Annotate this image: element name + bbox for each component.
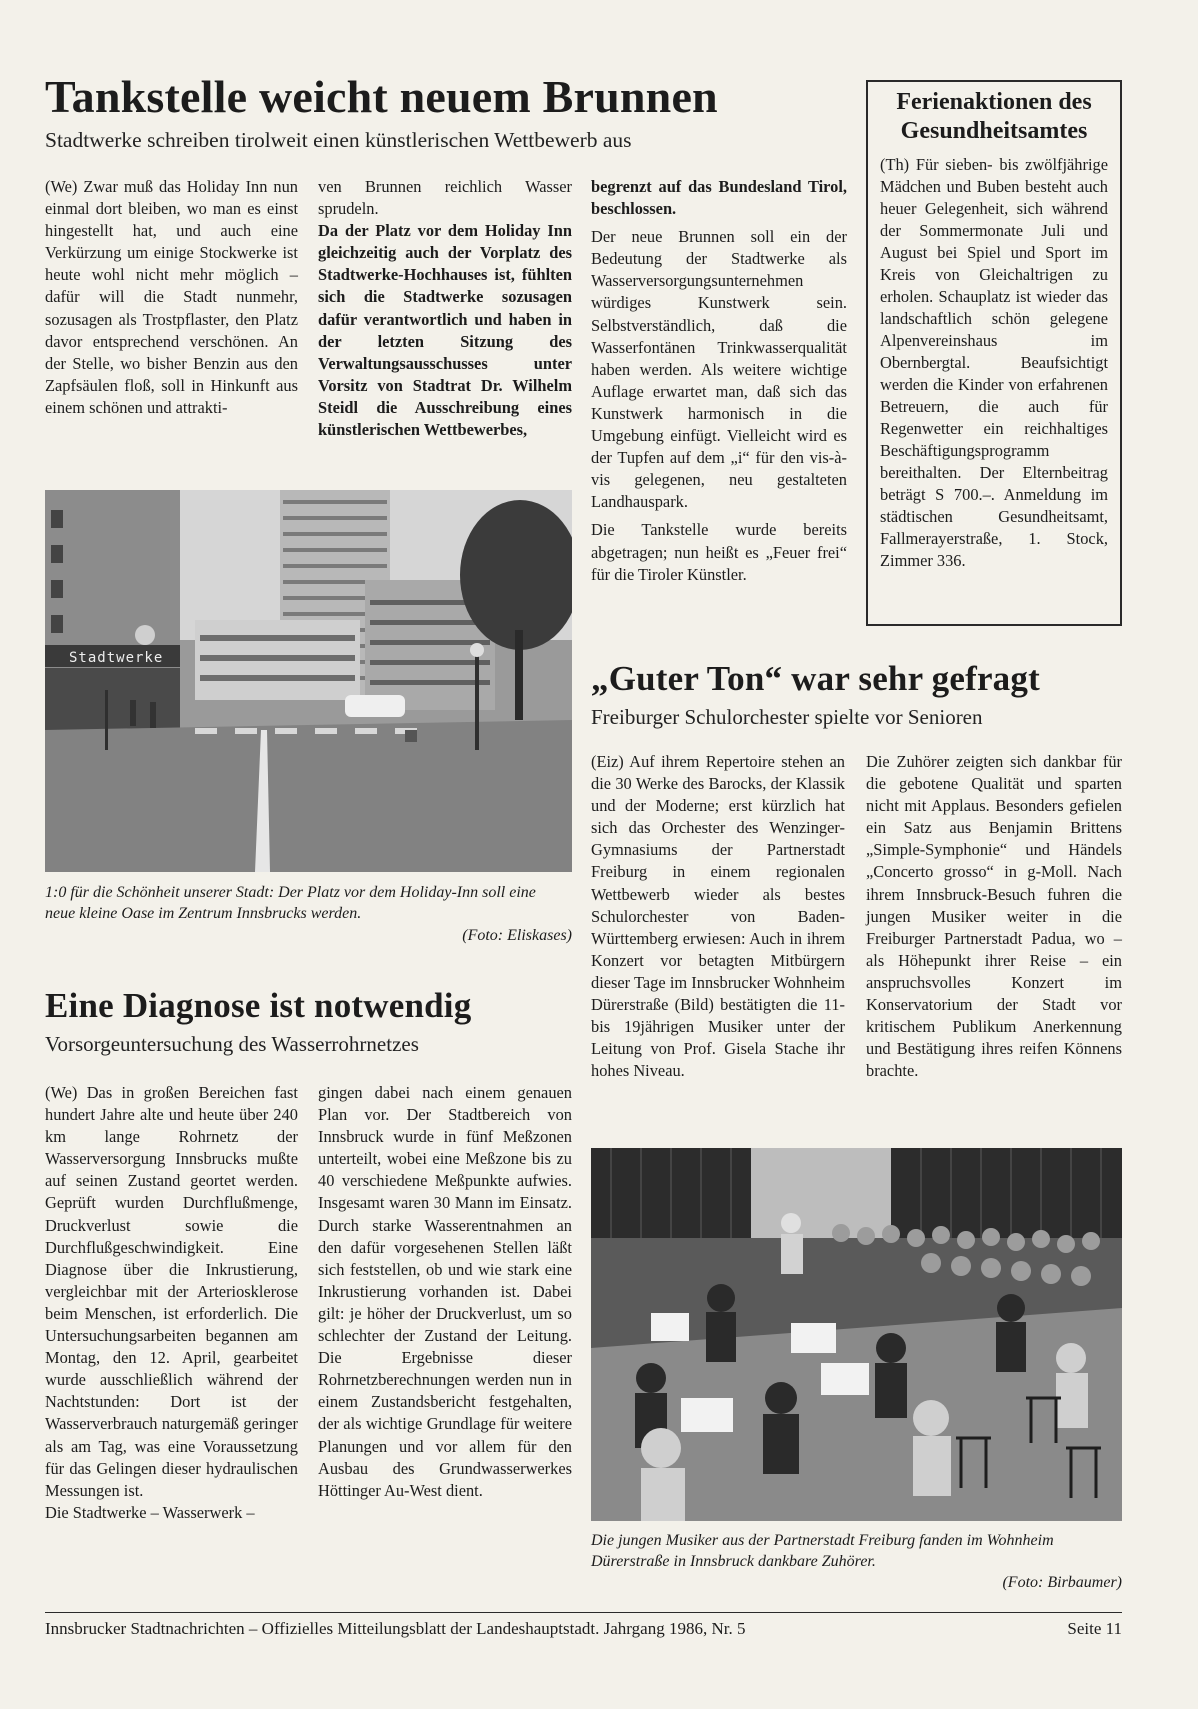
footer-rule	[45, 1612, 1122, 1613]
article1-col3-bold: begrenzt auf das Bundesland Tirol, beschlossen.	[591, 177, 847, 219]
stadtwerke-sign: Stadtwerke	[69, 650, 164, 666]
article3-col2-text: gingen dabei nach einem genauen Plan vor. Der Stadtbereich von Innsbruck wurde in fünf Meßzonen unterteilt, wobei eine Meßzone bis zu 40 verschiedene Meßpunkte aufwies. Insgesamt waren 30 Mann im Einsatz. Durch starke Wasserentnahmen an den dafür vorgesehenen Stellen läßt sich feststellen, ob und wie stark eine Inkrustierung vorhanden ist. Dabei gilt: je höher der Druckverlust, um so schlechter der Zustand der Leitung. Die Ergebnisse dieser Rohrnetzberechnungen werden nun in einem Zustandsbericht festgehalten, der als wichtige Grundlage für weitere Planungen und vor allem für den Ausbau des Grundwasserwerkes Höttinger Au-West dient.	[318, 1083, 572, 1500]
article1-subhead: Stadtwerke schreiben tirolweit einen künstlerischen Wettbewerb aus	[45, 128, 632, 152]
article3-column-1	[45, 1082, 298, 1524]
article2-photo-credit: (Foto: Birbaumer)	[1002, 1574, 1122, 1591]
article2-caption: Die jungen Musiker aus der Partnerstadt Freiburg fanden im Wohnheim Dürerstraße in Innsbruck dankbare Zuhörer.	[591, 1532, 1054, 1570]
article1-photo-credit: (Foto: Eliskases)	[462, 927, 572, 944]
article2-headline: „Guter Ton“ war sehr gefragt	[591, 659, 1040, 698]
article1-column-1	[45, 176, 298, 419]
orchestra-photo	[591, 1148, 1122, 1521]
article2-column-1	[591, 751, 845, 1082]
article2-subhead: Freiburger Schulorchester spielte vor Senioren	[591, 705, 983, 729]
article2-col1-text: (Eiz) Auf ihrem Repertoire stehen an die 30 Werke des Barocks, der Klassik und der Moderne; erst kürzlich hat sich das Orchester des Wenzinger-Gymnasiums der Partnerstadt Freiburg in einem regionalen Wettbewerb wieder als bestes Schulorchester von Baden-Württemberg erwiesen: Auch in ihrem Konzert vor betagten Mitbürgern dieser Tage im Innsbrucker Wohnheim Dürerstraße (Bild) bestätigten die 11- bis 19jährigen Musiker unter der Leitung von Prof. Gisela Stache ihr hohes Niveau.	[591, 752, 845, 1081]
footer-page-number: Seite 11	[1067, 1619, 1122, 1638]
article1-col2-text: ven Brunnen reichlich Wasser sprudeln.	[318, 177, 572, 219]
article3-column-2	[318, 1082, 572, 1502]
article2-column-2	[866, 751, 1122, 1082]
sidebar-box	[866, 80, 1122, 626]
article1-col2-bold: Da der Platz vor dem Holiday Inn gleichzeitig auch der Vorplatz des Stadtwerke-Hochhauses ist, fühlten sich die Stadtwerke sozusagen dafür verantwortlich und haben in der letzten Sitzung des Verwaltungsausschusses unter Vorsitz von Stadtrat Dr. Wilhelm Steidl die Ausschreibung eines künstlerischen Wettbewerbes,	[318, 221, 572, 440]
article1-column-3	[591, 176, 847, 586]
article1-col1-text: (We) Zwar muß das Holiday Inn nun einmal dort bleiben, wo man es einst hingestellt hat, und auch eine Verkürzung um einige Stockwerke ist heute wohl nicht mehr möglich – dafür will die Stadt nunmehr, sozusagen als Trostpflaster, den Platz davor entsprechend verschönen. An der Stelle, wo bisher Benzin aus den Zapfsäulen floß, soll in Hinkunft aus einem schönen und attrakti-	[45, 177, 298, 417]
sidebar-body: (Th) Für sieben- bis zwölfjährige Mädchen und Buben besteht auch heuer Gelegenheit, sich während der Sommermonate Juli und August bei Spiel und Sport im Kreis von Gleichaltrigen zu erholen. Schauplatz ist wieder das landschaftlich schön gelegene Alpenvereinshaus im Obernbergtal. Beaufsichtigt werden die Kinder von erfahrenen Betreuern, die auch für Regenwetter ein reichhaltiges Beschäftigungsprogramm bereithalten. Der Elternbeitrag beträgt S 700.–. Anmeldung im städtischen Gesundheitsamt, Fallmerayerstraße, 1. Stock, Zimmer 336.	[880, 155, 1108, 570]
article1-col3-text: Der neue Brunnen soll ein der Bedeutung der Stadtwerke als Wasserversorgungsunternehmen würdiges Kunstwerk sein. Selbstverständlich, daß die Wasserfontänen Trinkwasserqualität haben werden. Als weitere wichtige Auflage erwartet man, daß sich das Kunstwerk harmonisch in die Umgebung einfügt. Vielleicht wird es der Tupfen auf dem „i“ für den vis-à-vis gelegenen, neu gestalteten Landhauspark.	[591, 227, 847, 512]
street-photo	[45, 490, 572, 872]
article2-col2-text: Die Zuhörer zeigten sich dankbar für die gebotene Qualität und sparten nicht mit Applaus. Besonders gefielen ein Satz aus Benjamin Brittens „Simple-Symphonie“ und Händels „Concerto grosso“ in g-Moll. Nach ihrem Innsbruck-Besuch fuhren die jungen Musiker weiter in die Freiburger Partnerstadt Padua, wo – als Höhepunkt ihrer Reise – ein anspruchsvolles Konzert im Konservatorium der Stadt vor kritischem Publikum Anerkennung und Bestätigung ihres reifen Könnens brachte.	[866, 752, 1122, 1081]
footer-publication: Innsbrucker Stadtnachrichten – Offizielles Mitteilungsblatt der Landeshauptstadt. Jahrgang 1986, Nr. 5	[45, 1619, 746, 1638]
article3-subhead: Vorsorgeuntersuchung des Wasserrohrnetzes	[45, 1032, 419, 1056]
article3-col1-sign: Die Stadtwerke – Wasserwerk –	[45, 1502, 255, 1522]
article1-headline: Tankstelle weicht neuem Brunnen	[45, 71, 718, 122]
article1-column-2	[318, 176, 572, 441]
article1-col3-text-2: Die Tankstelle wurde bereits abgetragen; nun heißt es „Feuer frei“ für die Tiroler Künstler.	[591, 520, 847, 584]
article3-col1-text: (We) Das in großen Bereichen fast hundert Jahre alte und heute über 240 km lange Rohrnetz der Wasserversorgung Innsbrucks mußte auf seinen Zustand geortet werden. Geprüft wurden Durchflußmenge, Druckverlust sowie die Durchflußgeschwindigkeit. Eine Diagnose über die Inkrustierung, vergleichbar mit der Arteriosklerose beim Menschen, ist erforderlich. Die Untersuchungsarbeiten begannen am Montag, den 12. April, gearbeitet wurde ausschließlich während der Nachtstunden: Dort ist der Wasserverbrauch naturgemäß geringer als am Tag, was eine Voraussetzung für das Gelingen dieser hydraulischen Messungen ist.	[45, 1083, 298, 1500]
article1-caption: 1:0 für die Schönheit unserer Stadt: Der Platz vor dem Holiday-Inn soll eine neue kleine Oase im Zentrum Innsbrucks werden.	[45, 884, 536, 922]
article3-headline: Eine Diagnose ist notwendig	[45, 986, 472, 1025]
sidebar-headline-line1: Ferienaktionen des	[896, 89, 1092, 115]
sidebar-headline-line2: Gesundheitsamtes	[900, 118, 1088, 144]
